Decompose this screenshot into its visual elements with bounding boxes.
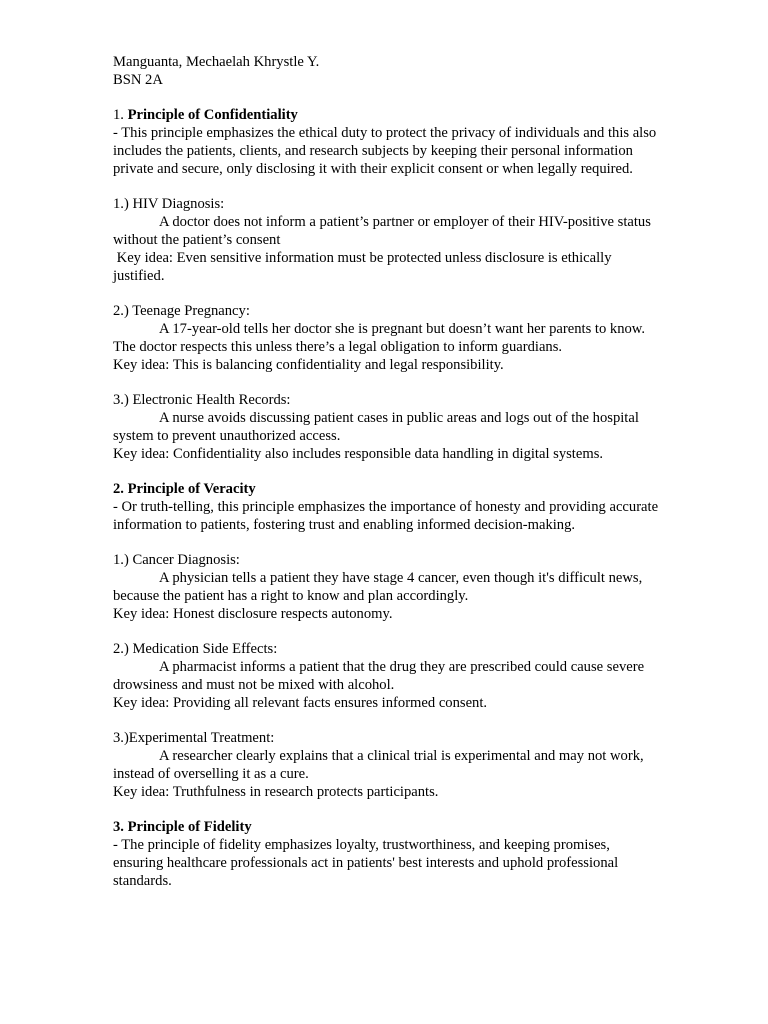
spacer bbox=[113, 624, 661, 642]
example-scenario: A doctor does not inform a patient’s partner or employer of their HIV-positive status without the patient’s consent bbox=[113, 214, 651, 248]
example-scenario: A researcher clearly explains that a clinical trial is experimental and may not work, instead of overselling it as a cure. bbox=[113, 748, 644, 782]
example-heading: 3.)Experimental Treatment: bbox=[113, 730, 275, 747]
example bbox=[113, 641, 661, 712]
document-page bbox=[113, 54, 661, 890]
example-scenario: A pharmacist informs a patient that the drug they are prescribed could cause severe drowsiness and must not be mixed with alcohol. bbox=[113, 659, 645, 693]
example-heading: 3.) Electronic Health Records: bbox=[113, 392, 291, 409]
example bbox=[113, 392, 661, 463]
example-heading: 2.) Teenage Pregnancy: bbox=[113, 303, 250, 320]
spacer bbox=[113, 374, 661, 392]
example-scenario: A 17-year-old tells her doctor she is pregnant but doesn’t want her parents to know. The doctor respects this unless there’s a legal obligation to inform guardians. bbox=[113, 320, 646, 355]
student-name: Manguanta, Mechaelah Khrystle Y. bbox=[113, 54, 320, 70]
section-title: Principle of Confidentiality bbox=[127, 107, 298, 124]
section-number: 1. bbox=[113, 107, 128, 124]
section-title: 3. Principle of Fidelity bbox=[113, 819, 252, 836]
section-title: 2. Principle of Veracity bbox=[113, 481, 256, 498]
spacer bbox=[113, 463, 661, 481]
example-key-idea: Key idea: This is balancing confidentiality and legal responsibility. bbox=[113, 356, 504, 373]
example-key-idea: Key idea: Even sensitive information must be protected unless disclosure is ethically justified. bbox=[113, 249, 616, 284]
student-section: BSN 2A bbox=[113, 71, 163, 88]
section-description: - The principle of fidelity emphasizes loyalty, trustworthiness, and keeping promises, ensuring healthcare professionals act in patients' best interests and uphold professional standards. bbox=[113, 837, 619, 889]
spacer bbox=[113, 90, 661, 108]
example-key-idea: Key idea: Providing all relevant facts ensures informed consent. bbox=[113, 694, 488, 711]
section-fidelity bbox=[113, 819, 661, 890]
spacer bbox=[113, 285, 661, 303]
section-description: - This principle emphasizes the ethical duty to protect the privacy of individuals and this also includes the patients, clients, and research subjects by keeping their personal information private and secure, only disclosing it with their explicit consent or when legally required. bbox=[113, 125, 657, 177]
example bbox=[113, 303, 661, 374]
example-key-idea: Key idea: Truthfulness in research protects participants. bbox=[113, 783, 439, 800]
example-key-idea: Key idea: Honest disclosure respects autonomy. bbox=[113, 605, 393, 622]
example-heading: 1.) Cancer Diagnosis: bbox=[113, 552, 240, 569]
spacer bbox=[113, 801, 661, 819]
example-heading: 1.) HIV Diagnosis: bbox=[113, 196, 225, 213]
section-confidentiality bbox=[113, 107, 661, 481]
spacer bbox=[113, 179, 661, 197]
example-scenario: A nurse avoids discussing patient cases in public areas and logs out of the hospital system to prevent unauthorized access. bbox=[113, 409, 639, 444]
example-key-idea: Key idea: Confidentiality also includes responsible data handling in digital systems. bbox=[113, 445, 604, 462]
spacer bbox=[113, 535, 661, 553]
example-heading: 2.) Medication Side Effects: bbox=[113, 641, 278, 658]
section-heading bbox=[113, 107, 661, 125]
example bbox=[113, 730, 661, 801]
example bbox=[113, 196, 661, 285]
section-veracity bbox=[113, 481, 661, 819]
example-scenario: A physician tells a patient they have stage 4 cancer, even though it's difficult news, because the patient has a right to know and plan accordingly. bbox=[113, 570, 643, 604]
spacer bbox=[113, 712, 661, 730]
example bbox=[113, 552, 661, 623]
section-description: - Or truth-telling, this principle emphasizes the importance of honesty and providing accurate information to patients, fostering trust and enabling informed decision-making. bbox=[113, 498, 659, 533]
